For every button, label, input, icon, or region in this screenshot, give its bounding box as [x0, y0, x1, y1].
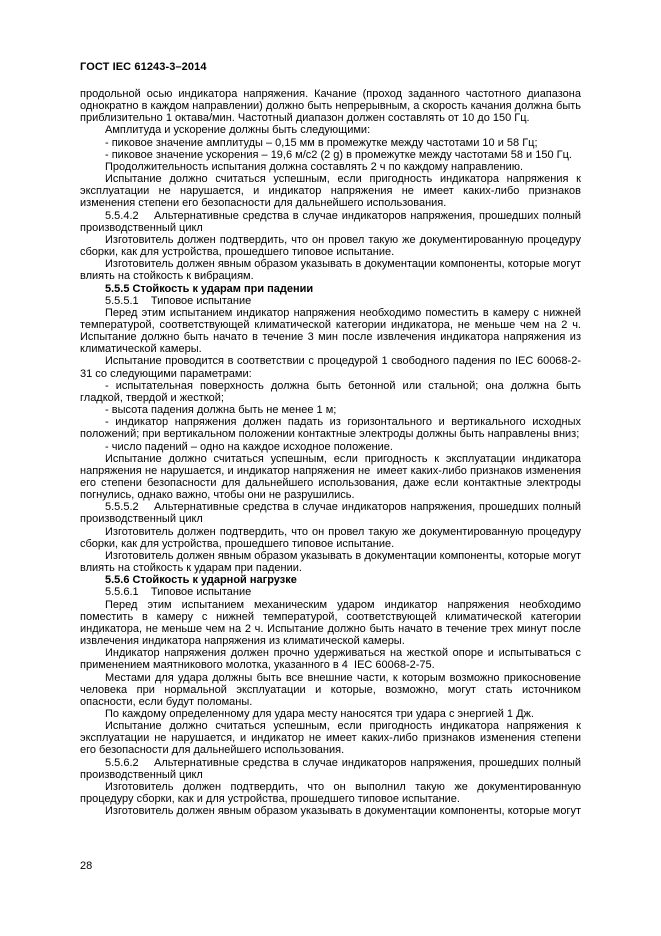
paragraph: Изготовитель должен подтвердить, что он провел такую же документированную процедуру сборки, как для устройства, прошедшего типовое испытание.	[80, 233, 581, 259]
paragraph: 5.5.4.2 Альтернативные средства в случае индикаторов напряжения, прошедших полный производственный цикл	[80, 209, 581, 234]
paragraph: - индикатор напряжения должен падать из горизонтального и вертикального исходных положений; при вертикальном положении контактные электроды должны быть направлены вниз;	[80, 416, 581, 441]
paragraph: Испытание должно считаться успешным, если пригодность к эксплуатации индикатора напряжения не нарушается, и индикатор напряжения не имеет каких-либо признаков изменения его степени безопасности для дальнейшего использования, даже если контактные электроды погнулись, однако важно, чтобы они не разрушились.	[80, 452, 581, 502]
paragraph: - пиковое значение ускорения – 19,6 м/с2 (2 g) в промежутке между частотами 58 и 150 Гц.	[105, 148, 572, 161]
paragraph: 5.5.5.2 Альтернативные средства в случае индикаторов напряжения, прошедших полный производственный цикл	[80, 501, 581, 526]
paragraph: Изготовитель должен явным образом указывать в документации компоненты, которые могут	[105, 805, 581, 818]
document-header: ГОСТ IEC 61243-3–2014	[80, 61, 207, 73]
document-body	[80, 88, 581, 817]
paragraph: Индикатор напряжения должен прочно удерживаться на жесткой опоре и испытываться с применением маятникового молотка, указанного в 4 IEC 60068-2-75.	[80, 647, 581, 672]
paragraph: Перед этим испытанием механическим ударом индикатор напряжения необходимо поместить в камеру с нижней температурой, соответствующей климатической категории индикатора, не меньше чем на 2 ч. Испытание должно быть начато в течение трех минут после извлечения индикатора напряжения из климатической камеры.	[80, 598, 581, 648]
paragraph: Испытание должно считаться успешным, если пригодность индикатора напряжения к эксплуатации не нарушается, и индикатор не имеет каких-либо признаков изменения степени его безопасности для дальнейшего использования.	[80, 720, 581, 757]
paragraph: - испытательная поверхность должна быть бетонной или стальной; она должна быть гладкой, твердой и жесткой;	[80, 379, 581, 404]
paragraph: 5.5.6.2 Альтернативные средства в случае индикаторов напряжения, прошедших полный производственный цикл	[80, 756, 581, 781]
paragraph: Амплитуда и ускорение должны быть следующими:	[105, 124, 371, 137]
paragraph: - число падений – одно на каждое исходное положение.	[105, 440, 393, 453]
paragraph: Местами для удара должны быть все внешние части, к которым возможно прикосновение человека при нормальной эксплуатации и которые, возможно, могут стать источником опасности, если будут поломаны.	[80, 671, 581, 708]
paragraph: По каждому определенному для удара месту наносятся три удара с энергией 1 Дж.	[105, 707, 534, 720]
paragraph: 5.5.5.1 Типовое испытание	[105, 294, 252, 307]
paragraph: Испытание должно считаться успешным, если пригодность индикатора напряжения к эксплуатации не нарушается, и индикатор напряжения не имеет каких-либо признаков изменения степени его безопасности для дальнейшего использования.	[80, 173, 581, 210]
page-number: 28	[80, 860, 93, 872]
paragraph: 5.5.5 Стойкость к ударам при падении	[105, 282, 314, 295]
paragraph: Изготовитель должен подтвердить, что он выполнил такую же документированную процедуру сборки, как и для устройства, прошедшего типовое испытание.	[80, 780, 581, 806]
paragraph: - высота падения должна быть не менее 1 м;	[105, 404, 337, 417]
paragraph: продольной осью индикатора напряжения. Качание (проход заданного частотного диапазона однократно в каждом направлении) должно быть непрерывным, а скорость качания должна быть приблизительно 1 октава/мин. Частотный диапазон должен составлять от 10 до 150 Гц.	[80, 88, 581, 125]
paragraph: - пиковое значение амплитуды – 0,15 мм в промежутке между частотами 10 и 58 Гц;	[105, 136, 538, 149]
paragraph: Продолжительность испытания должна составлять 2 ч по каждому направлению.	[105, 160, 524, 173]
paragraph: Изготовитель должен явным образом указывать в документации компоненты, которые могут влиять на стойкость к ударам при падении.	[80, 549, 581, 575]
paragraph: Перед этим испытанием индикатор напряжения необходимо поместить в камеру с нижней температурой, соответствующей климатической категории индикатора, не меньше чем на 2 ч. Испытание должно быть начато в течение 3 мин после извлечения индикатора напряжения из климатической камеры.	[80, 306, 581, 356]
paragraph: Изготовитель должен явным образом указывать в документации компоненты, которые могут влиять на стойкость к вибрациям.	[80, 258, 581, 283]
paragraph: Испытание проводится в соответствии с процедурой 1 свободного падения по IEC 60068-2-31 со следующими параметрами:	[80, 355, 581, 380]
paragraph: Изготовитель должен подтвердить, что он провел такую же документированную процедуру сборки, как для устройства, прошедшего типовое испытание.	[80, 525, 581, 550]
paragraph: 5.5.6.1 Типовое испытание	[105, 586, 252, 599]
paragraph: 5.5.6 Стойкость к ударной нагрузке	[105, 574, 297, 587]
